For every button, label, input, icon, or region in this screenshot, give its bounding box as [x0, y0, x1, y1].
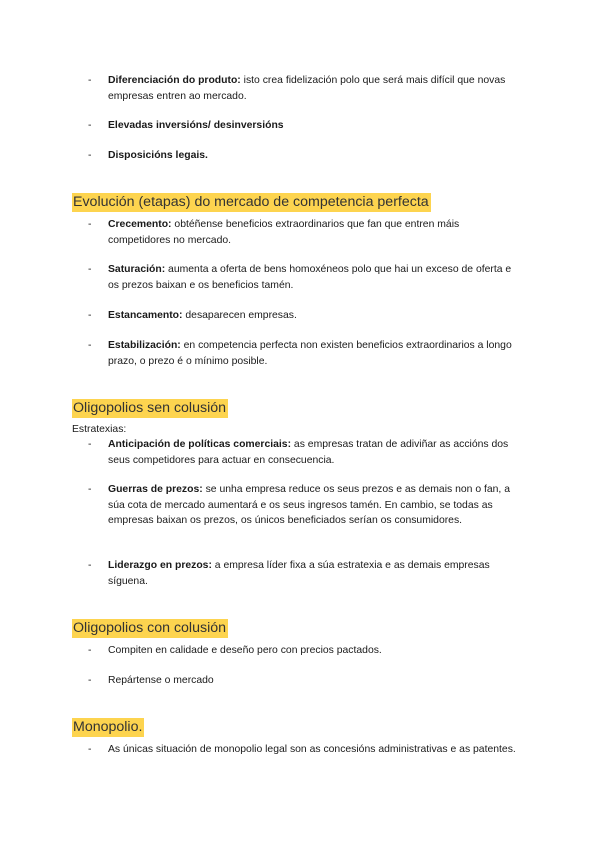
list-item	[88, 437, 518, 468]
list-item	[88, 217, 518, 248]
bullet-dash: -	[88, 120, 92, 131]
list-item	[88, 262, 518, 293]
section-heading: Monopolio.	[73, 719, 143, 735]
section-heading: Oligopolios con colusión	[73, 620, 227, 636]
list-item	[88, 73, 518, 104]
item-term: Guerras de prezos:	[108, 484, 203, 495]
bullet-dash: -	[88, 219, 92, 230]
item-text: As únicas situación de monopolio legal son as concesións administrativas e as patentes.	[108, 744, 516, 755]
item-text: as empresas tratan de adiviñar as accións dos seus competidores para actuar en consecuencia.	[108, 439, 509, 466]
bullet-dash: -	[88, 439, 92, 450]
item-text: aumenta a oferta de bens homoxéneos polo que hai un exceso de oferta e os prezos baixan e os beneficios tamén.	[108, 264, 512, 291]
bullet-dash: -	[88, 484, 92, 495]
section-heading: Evolución (etapas) do mercado de competencia perfecta	[73, 194, 429, 210]
bullet-dash: -	[88, 340, 92, 351]
item-text: desaparecen empresas.	[182, 310, 297, 321]
item-term: Liderazgo en prezos:	[108, 560, 212, 571]
bullet-dash: -	[88, 264, 92, 275]
list-item	[88, 558, 518, 589]
item-term: Elevadas inversións/ desinversións	[108, 120, 284, 131]
item-term: Estancamento:	[108, 310, 183, 321]
list-item	[88, 118, 518, 134]
bullet-dash: -	[88, 310, 92, 321]
bullet-dash: -	[88, 675, 92, 686]
list-item	[88, 148, 518, 164]
item-term: Crecemento:	[108, 219, 172, 230]
item-term: Estabilización:	[108, 340, 181, 351]
item-text: se unha empresa reduce os seus prezos e as demais non o fan, a súa cota de mercado aumentará e os seus ingresos tamén. En cambio, se todas as empresas baixan os prezos, os únicos beneficiados serían os consumidores.	[108, 484, 510, 526]
section-heading: Oligopolios sen colusión	[73, 400, 227, 416]
list-item	[88, 643, 518, 659]
item-term: Diferenciación do produto:	[108, 75, 241, 86]
bullet-dash: -	[88, 645, 92, 656]
bullet-dash: -	[88, 560, 92, 571]
item-text: en competencia perfecta non existen beneficios extraordinarios a longo prazo, o prezo é o mínimo posible.	[108, 340, 512, 367]
item-text: obtéñense beneficios extraordinarios que fan que entren máis competidores no mercado.	[108, 219, 460, 246]
bullet-dash: -	[88, 75, 92, 86]
list-item	[88, 482, 518, 529]
bullet-dash: -	[88, 150, 92, 161]
section-intro: Estratexias:	[72, 424, 127, 435]
item-text: Repártense o mercado	[108, 675, 214, 686]
item-text: isto crea fidelización polo que será mais difícil que novas empresas entren ao mercado.	[108, 75, 506, 102]
list-item	[88, 673, 518, 689]
list-item	[88, 742, 518, 758]
list-item	[88, 308, 518, 324]
item-text: a empresa líder fixa a súa estratexia e as demais empresas síguena.	[108, 560, 490, 587]
item-term: Saturación:	[108, 264, 166, 275]
item-term: Anticipación de políticas comerciais:	[108, 439, 292, 450]
bullet-dash: -	[88, 744, 92, 755]
item-term: Disposicións legais.	[108, 150, 208, 161]
item-text: Compiten en calidade e deseño pero con precios pactados.	[108, 645, 382, 656]
list-item	[88, 338, 518, 369]
